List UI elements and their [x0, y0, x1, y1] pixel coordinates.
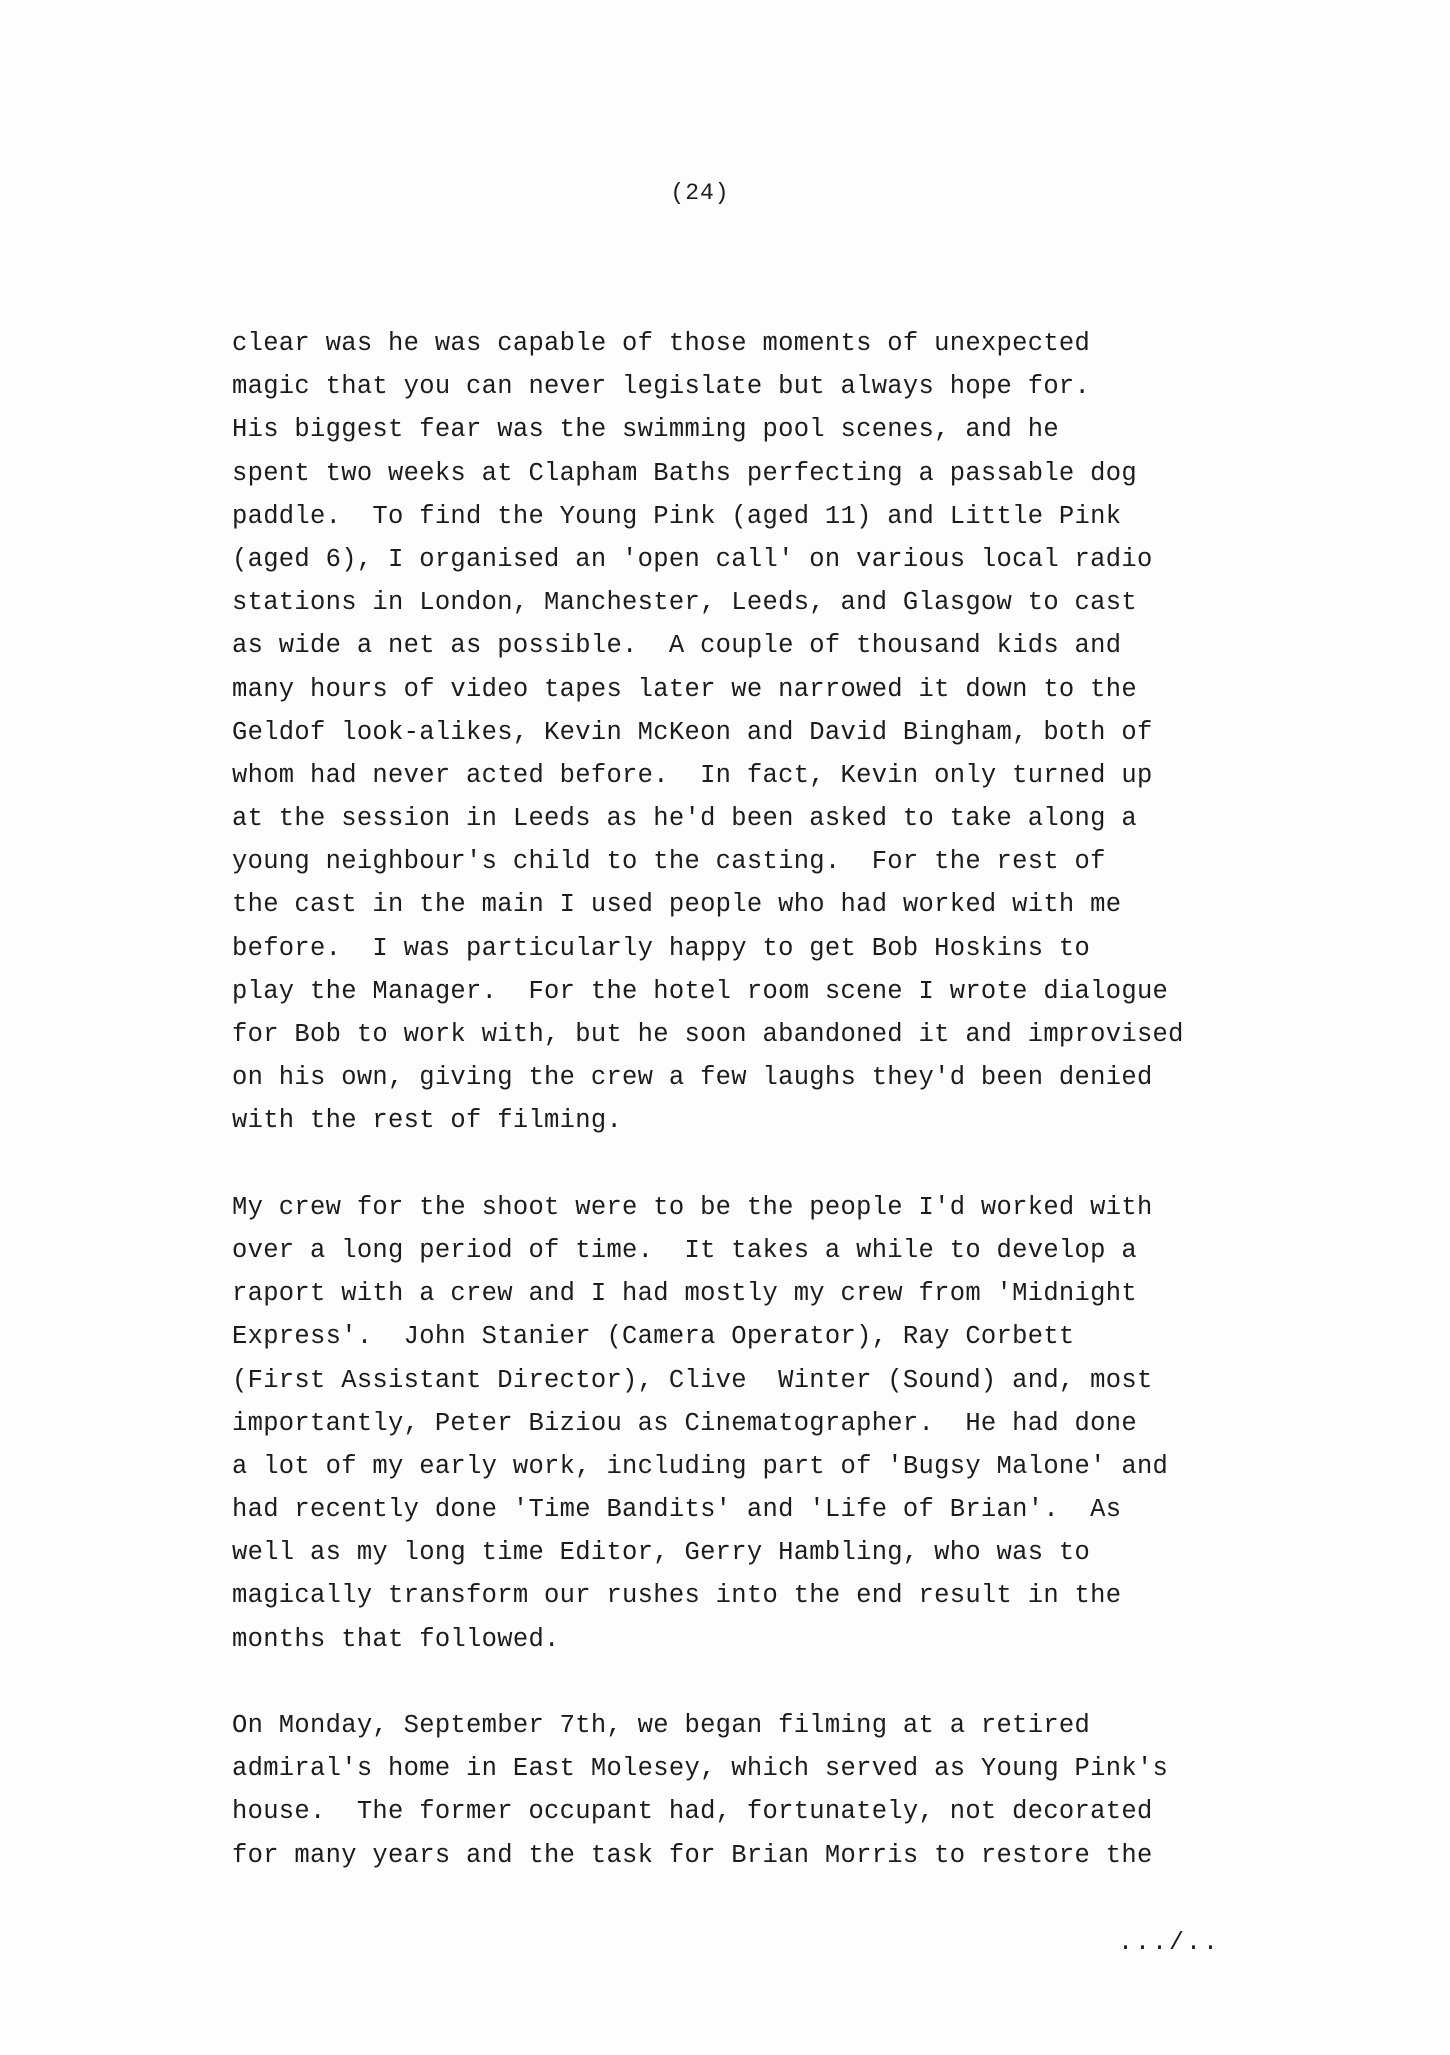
text-line: magically transform our rushes into the end result in the — [232, 1581, 1122, 1611]
text-line: His biggest fear was the swimming pool scenes, and he — [232, 415, 1059, 445]
text-line: had recently done 'Time Bandits' and 'Life of Brian'. As — [232, 1495, 1122, 1525]
continuation-mark: .../.. — [1117, 1928, 1220, 1957]
text-line: well as my long time Editor, Gerry Hambling, who was to — [232, 1538, 1091, 1568]
text-line: raport with a crew and I had mostly my crew from 'Midnight — [232, 1279, 1137, 1309]
text-line: paddle. To find the Young Pink (aged 11) and Little Pink — [232, 501, 1122, 531]
paragraph-gap — [232, 1143, 1352, 1186]
paragraph-1 — [232, 322, 1352, 1143]
text-line: stations in London, Manchester, Leeds, and Glasgow to cast — [232, 588, 1137, 618]
text-line: for Bob to work with, but he soon abandoned it and improvised — [232, 1020, 1184, 1049]
text-line: before. I was particularly happy to get Bob Hoskins to — [232, 933, 1091, 963]
text-line: (aged 6), I organised an 'open call' on various local radio — [232, 544, 1153, 574]
text-line: the cast in the main I used people who had worked with me — [232, 890, 1122, 920]
text-line: importantly, Peter Biziou as Cinematographer. He had done — [232, 1408, 1137, 1438]
text-line: house. The former occupant had, fortunately, not decorated — [232, 1797, 1153, 1827]
text-line: (First Assistant Director), Clive Winter (Sound) and, most — [232, 1365, 1153, 1395]
text-line: young neighbour's child to the casting. For the rest of — [232, 847, 1106, 877]
page-number: (24) — [670, 180, 730, 206]
text-line: play the Manager. For the hotel room scene I wrote dialogue — [232, 976, 1169, 1006]
text-line: over a long period of time. It takes a while to develop a — [232, 1235, 1137, 1265]
text-line: months that followed. — [232, 1624, 560, 1654]
text-line: as wide a net as possible. A couple of thousand kids and — [232, 631, 1122, 661]
text-line: Express'. John Stanier (Camera Operator), Ray Corbett — [232, 1322, 1075, 1352]
paragraph-2 — [232, 1186, 1352, 1661]
paragraph-3 — [232, 1704, 1352, 1877]
text-line: many hours of video tapes later we narrowed it down to the — [232, 674, 1137, 704]
text-line: spent two weeks at Clapham Baths perfecting a passable dog — [232, 458, 1137, 488]
text-line: whom had never acted before. In fact, Kevin only turned up — [232, 760, 1153, 790]
text-line: with the rest of filming. — [232, 1106, 623, 1136]
text-line: at the session in Leeds as he'd been asked to take along a — [232, 804, 1137, 834]
text-line: On Monday, September 7th, we began filming at a retired — [232, 1711, 1091, 1740]
text-line: on his own, giving the crew a few laughs they'd been denied — [232, 1063, 1153, 1093]
text-line: for many years and the task for Brian Morris to restore the — [232, 1840, 1153, 1870]
text-line: My crew for the shoot were to be the people I'd worked with — [232, 1192, 1153, 1222]
text-line: magic that you can never legislate but always hope for. — [232, 372, 1091, 402]
document-body — [232, 322, 1352, 1877]
text-line: a lot of my early work, including part of 'Bugsy Malone' and — [232, 1451, 1169, 1481]
paragraph-gap — [232, 1661, 1352, 1704]
text-line: clear was he was capable of those moments of unexpected — [232, 329, 1091, 358]
text-line: admiral's home in East Molesey, which served as Young Pink's — [232, 1754, 1169, 1784]
text-line: Geldof look-alikes, Kevin McKeon and David Bingham, both of — [232, 717, 1153, 747]
